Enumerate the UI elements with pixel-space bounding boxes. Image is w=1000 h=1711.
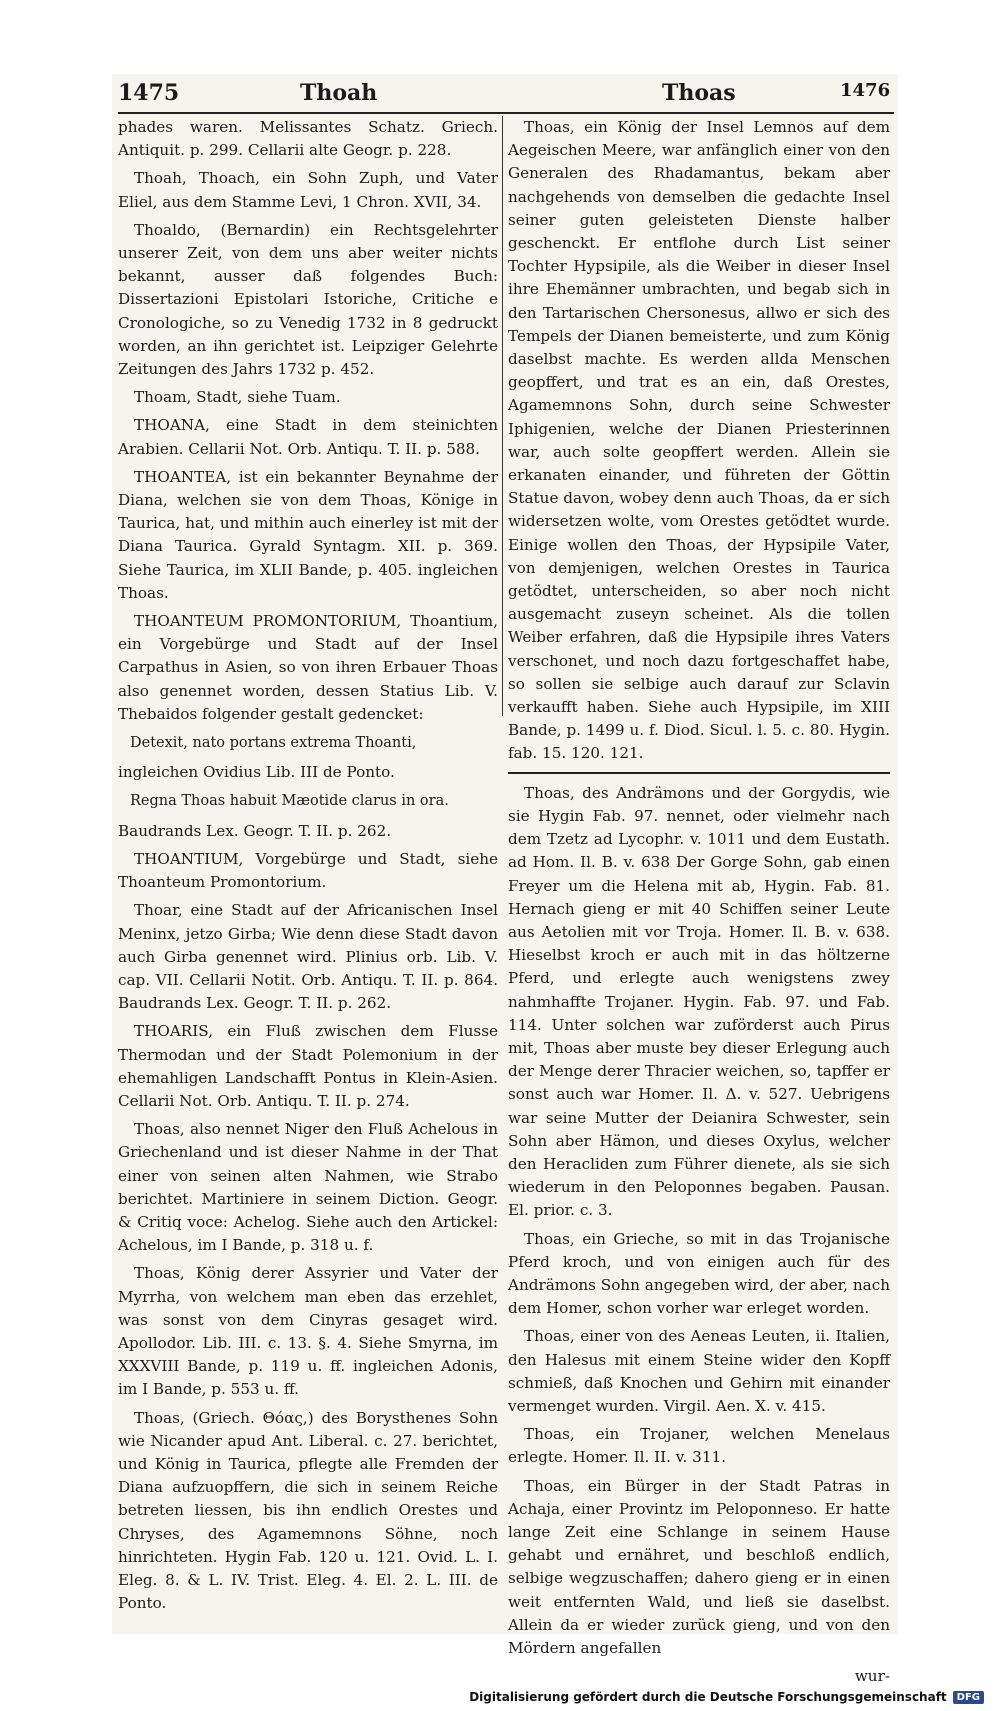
section-separator [508,772,890,774]
entry-text: Thoas, (Griech. Θόας,) des Borysthenes Sohn wie Nicander apud Ant. Liberal. c. 27. berichtet, und König in Taurica, pflegte alle Fremden der Diana aufzuopffern, die sich in seinem Reiche betreten liessen, bis ihn endlich Orestes und Chryses, des Agamemnons Söhne, noch hinrichteten. Hygin Fab. 120 u. 121. Ovid. L. I. Eleg. 8. & L. IV. Trist. Eleg. 4. El. 2. L. III. de Ponto. [118,1408,498,1613]
entry-text: Thoar, eine Stadt auf der Africanischen Insel Meninx, jetzo Girba; Wie denn diese Stadt davon auch Girba genennet wird. Plinius orb. Lib. V. cap. VII. Cellarii Notit. Orb. Antiqu. T. II. p. 864. Baudrands Lex. Geogr. T. II. p. 262. [118,901,498,1013]
entry-text: Thoas, also nennet Niger den Fluß Achelous in Griechenland und ist dieser Nahme in der That einer von seinen alten Nahmen, wie Strabo berichtet. Martiniere in seinem Diction. Geogr. & Critiq voce: Achelog. Siehe auch den Artickel: Achelous, im I Bande, p. 318 u. f. [118,1120,498,1255]
entry-text: ingleichen Ovidius Lib. III de Ponto. [118,763,395,782]
entry-text: Thoas, König derer Assyrier und Vater der Myrrha, von welchem man eben das erzehlet, was sonst von dem Cinyras gesaget wird. Apollodor. Lib. III. c. 13. §. 4. Siehe Smyrna, im XXXVIII Bande, p. 119 u. ff. ingleichen Adonis, im I Bande, p. 553 u. ff. [118,1264,498,1399]
right-running-title: Thoas [662,80,736,106]
right-page-number: 1476 [840,80,891,101]
entry-text: Thoas, ein Trojaner, welchen Menelaus erlegte. Homer. Il. II. v. 311. [508,1425,890,1467]
right-column [508,116,890,1693]
left-page-number: 1475 [118,80,180,106]
entry-text: THOANTIUM, Vorgebürge und Stadt, siehe Thoanteum Promontorium. [118,849,498,892]
entry-text: Thoas, ein Bürger in der Stadt Patras in Achaja, einer Provintz im Peloponneso. Er hatte lange Zeit eine Schlange in seinem Hause gehabt und ernähret, und beschloß endlich, selbige wegzuschaffen; dahero gieng er in einen weit entfernten Wald, und ließ sie daselbst. Allein da er wieder zurück gieng, und von den Mördern angefallen [508,1476,890,1657]
header-rule [118,112,894,114]
verse-quote: Regna Thoas habuit Mæotide clarus in ora. [130,793,449,810]
entry-text: THOARIS, ein Fluß zwischen dem Flusse Thermodan und der Stadt Polemonium in der ehemahligen Landschafft Pontus in Klein-Asien. Cellarii Not. Orb. Antiqu. T. II. p. 274. [118,1022,498,1110]
entry-text: Thoah, Thoach, ein Sohn Zuph, und Vater Eliel, aus dem Stamme Levi, 1 Chron. XVII, 34. [118,169,498,211]
entry-text: THOANTEUM PROMONTORIUM, Thoantium, ein Vorgebürge und Stadt auf der Insel Carpathus in Asien, so von ihren Erbauer Thoas also genennet worden, dessen Statius Lib. V. Thebaidos folgender gestalt gedencket: [118,612,498,723]
verse-quote: Detexit, nato portans extrema Thoanti, [130,735,417,752]
entry-text: Thoaldo, (Bernardin) ein Rechtsgelehrter unserer Zeit, von dem uns aber weiter nichts bekannt, ausser daß folgendes Buch: Dissertazioni Epistolari Istoriche, Critiche e Cronologiche, so zu Venedig 1732 in 8 gedruckt worden, an ihn gerichtet ist. Leipziger Gelehrte Zeitungen des Jahrs 1732 p. 452. [118,220,498,379]
entry-text: phades waren. Melissantes Schatz. Griech. Antiquit. p. 299. Cellarii alte Geogr. p. 228. [118,118,498,160]
catchword: wur- [854,1667,890,1686]
footer-credit: Digitalisierung gefördert durch die Deutsche Forschungsgemeinschaft [469,1690,947,1704]
entry-text: Baudrands Lex. Geogr. T. II. p. 262. [118,821,392,840]
left-running-title: Thoah [300,80,378,106]
entry-text: Thoam, Stadt, siehe Tuam. [134,388,341,407]
entry-text: THOANA, eine Stadt in dem steinichten Arabien. Cellarii Not. Orb. Antiqu. T. II. p. 588. [118,416,498,458]
entry-text: Thoas, ein Grieche, so mit in das Trojanische Pferd kroch, und von einigen auch für des Andrämons Sohn angegeben wird, der aber, nach dem Homer, schon vorher war erleget worden. [508,1229,890,1318]
left-column [118,116,498,1620]
entry-text: Thoas, einer von des Aeneas Leuten, ii. Italien, den Halesus mit einem Steine wider den Kopff schmieß, daß Knochen und Gehirn mit einander vermenget wurden. Virgil. Aen. X. v. 415. [508,1327,890,1415]
digitization-footer [469,1690,984,1704]
column-divider [502,116,503,716]
dfg-logo-badge: DFG [953,1691,984,1704]
entry-text: Thoas, ein König der Insel Lemnos auf dem Aegeischen Meere, war anfänglich einer von den Generalen des Rhadamantus, bekam aber nachgehends von demselben die gedachte Insel seiner guten geleisteten Dienste halber geschenckt. Er entflohe durch List seiner Tochter Hypsipile, als die Weiber in dieser Insel ihre Ehemänner umbrachten, und begab sich in den Tartarischen Chersonesus, allwo er sich des Tempels der Dianen bemeisterte, und zum König daselbst machte. Es werden allda Menschen geopffert, und trat es an ein, daß Orestes, Agamemnons Sohn, durch seine Schwester Iphigenien, welche der Dianen Priesterinnen war, auch solte geopffert werden. Allein sie erkanaten einander, und führeten der Göttin Statue davon, wobey denn auch Thoas, da er sich widersetzen wolte, vom Orestes getödtet wurde. Einige wollen den Thoas, der Hypsipile Vater, von demjenigen, welchen Orestes in Taurica getödtet, unterscheiden, so aber noch nicht ausgemacht zuseyn scheinet. Als die tollen Weiber erfahren, daß die Hypsipile ihres Vaters verschonet, und noch dazu fortgeschaffet habe, so sollen sie selbige auch darauf zur Sclavin verkaufft haben. Siehe auch Hypsipile, im XIII Bande, p. 1499 u. f. Diod. Sicul. l. 5. c. 80. Hygin. fab. 15. 120. 121. [508,118,890,763]
entry-text: THOANTEA, ist ein bekannter Beynahme der Diana, welchen sie von dem Thoas, Könige in Taurica, hat, und mithin auch einerley ist mit der Diana Taurica. Gyrald Syntagm. XII. p. 369. Siehe Taurica, im XLII Bande, p. 405. ingleichen Thoas. [118,467,498,602]
entry-text: Thoas, des Andrämons und der Gorgydis, wie sie Hygin Fab. 97. nennet, oder vielmehr nach dem Tzetz ad Lycophr. v. 1011 und dem Eustath. ad Hom. Il. B. v. 638 Der Gorge Sohn, gab einen Freyer um die Helena mit ab, Hygin. Fab. 81. Hernach gieng er mit 40 Schiffen seiner Leute aus Aetolien mit vor Troja. Homer. Il. B. v. 638. Hieselbst kroch er auch mit in das höltzerne Pferd, und erlegte auch wenigstens zwey nahmhaffte Trojaner. Hygin. Fab. 97. und Fab. 114. Unter solchen war zuförderst auch Pirus mit, Thoas aber muste bey dieser Erlegung auch der Menge derer Thracier weichen, so, tapffer er sonst auch war Homer. Il. Δ. v. 527. Uebrigens war seine Mutter der Deianira Schwester, sein Sohn aber Hämon, und dieses Oxylus, welcher den Heracliden zum Führer dienete, als sie sich wiederum in den Peloponnes begaben. Pausan. El. prior. c. 3. [508,783,890,1220]
